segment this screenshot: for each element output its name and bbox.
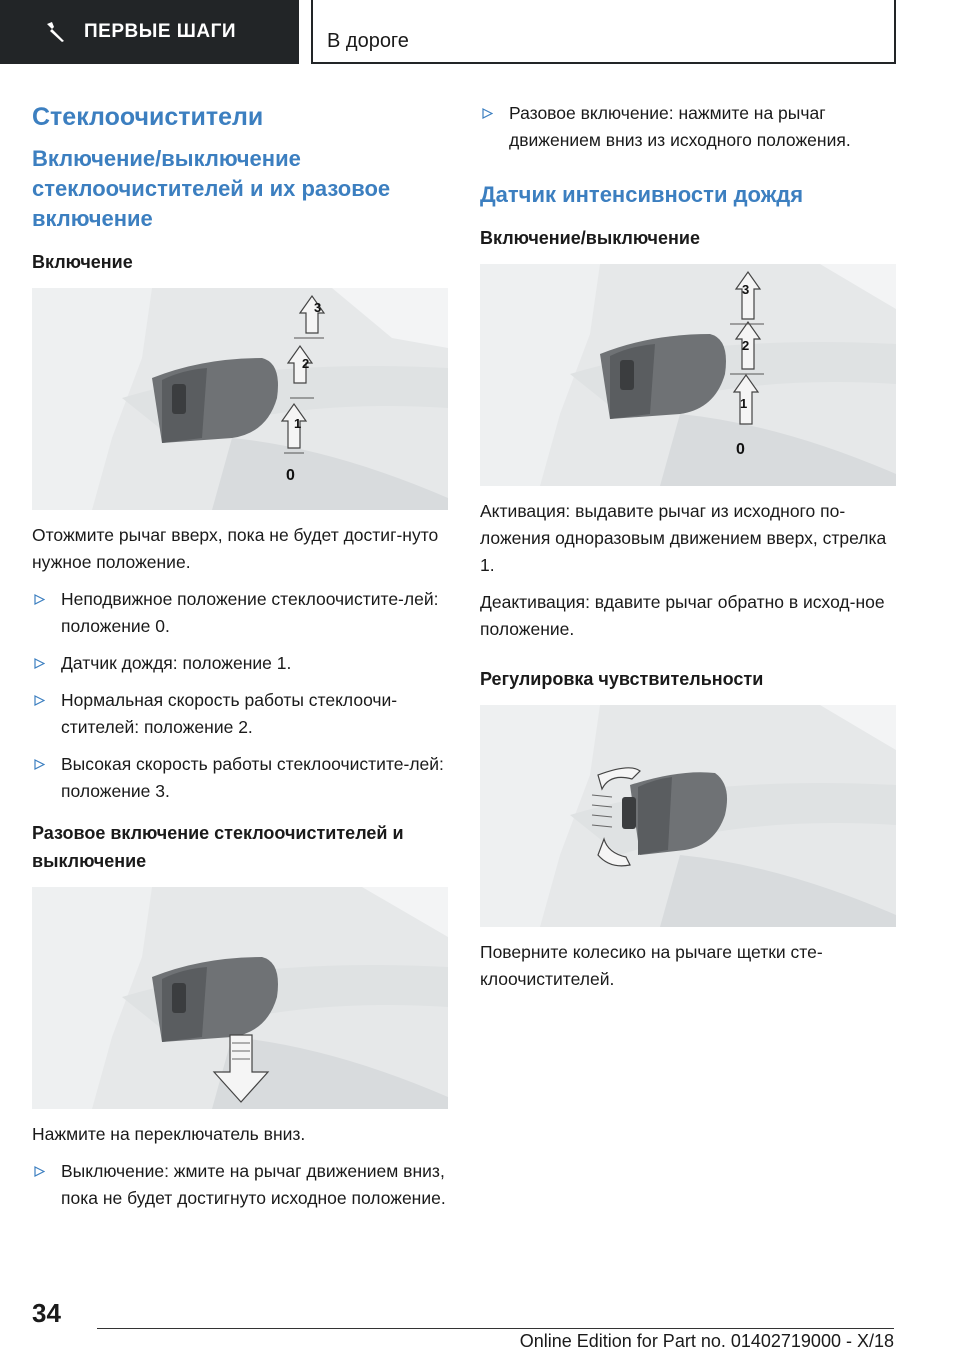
list-item: Неподвижное положение стеклоочистите-лей: положение 0. bbox=[32, 586, 448, 640]
list-item: Высокая скорость работы стеклоочистите-лей: положение 3. bbox=[32, 751, 448, 805]
footer-divider bbox=[97, 1328, 894, 1329]
figure-lever-down bbox=[32, 887, 448, 1109]
pos-label-3: 3 bbox=[742, 282, 750, 297]
pos-label-2: 2 bbox=[302, 356, 310, 371]
paragraph-deactivation: Деактивация: вдавите рычаг обратно в исход-ное положение. bbox=[480, 592, 885, 639]
wrench-icon bbox=[44, 21, 66, 43]
list-item: Датчик дождя: положение 1. bbox=[32, 650, 448, 677]
section-tab-label: ПЕРВЫЕ ШАГИ bbox=[84, 21, 237, 42]
triangle-bullet-icon bbox=[34, 695, 45, 706]
right-column bbox=[480, 100, 896, 1003]
triangle-bullet-icon bbox=[34, 759, 45, 770]
figure-rain-sensor bbox=[480, 264, 896, 486]
single-wipe-list bbox=[480, 100, 896, 154]
pos-label-3: 3 bbox=[314, 300, 322, 315]
pos-label-0: 0 bbox=[736, 441, 745, 458]
paragraph-press-down: Нажмите на переключатель вниз. bbox=[32, 1124, 306, 1144]
subheading-sensitivity: Регулировка чувствительности bbox=[480, 669, 764, 689]
figure-sensitivity-wheel bbox=[480, 705, 896, 927]
paragraph-turn-wheel: Поверните колесико на рычаге щетки сте-клоочистителей. bbox=[480, 942, 823, 989]
pos-label-1: 1 bbox=[294, 416, 302, 431]
section-tab[interactable] bbox=[0, 0, 299, 64]
triangle-bullet-icon bbox=[34, 1166, 45, 1177]
figure-lever-up bbox=[32, 288, 448, 510]
subheading-single-wipe: Разовое включение стеклоочистителей и выключение bbox=[32, 823, 404, 871]
chapter-title: В дороге bbox=[327, 30, 409, 52]
list-item: Нормальная скорость работы стеклоочи-стителей: положение 2. bbox=[32, 687, 448, 741]
footer-edition: Online Edition for Part no. 01402719000 - X/18 bbox=[519, 1331, 894, 1351]
press-down-list bbox=[32, 1158, 448, 1212]
list-item: Выключение: жмите на рычаг движением вниз, пока не будет достигнуто исходное положение. bbox=[32, 1158, 448, 1212]
subheading-onoff: Включение/выключение bbox=[480, 228, 700, 248]
left-column bbox=[32, 100, 448, 1226]
subheading-on: Включение bbox=[32, 252, 133, 272]
page-number: 34 bbox=[32, 1298, 61, 1328]
positions-list bbox=[32, 586, 448, 805]
paragraph-lever-up: Отожмите рычаг вверх, пока не будет достиг-нуто нужное положение. bbox=[32, 525, 439, 572]
section-title-wipers: Включение/выключение стеклоочистителей и их разовое включение bbox=[32, 146, 391, 231]
section-title-rain-sensor: Датчик интенсивности дождя bbox=[480, 182, 804, 207]
pos-label-2: 2 bbox=[742, 338, 750, 353]
list-item: Разовое включение: нажмите на рычаг движением вниз из исходного положения. bbox=[480, 100, 896, 154]
paragraph-activation: Активация: выдавите рычаг из исходного по-ложения одноразовым движением вверх, стрелка 1. bbox=[480, 501, 887, 575]
chapter-header bbox=[311, 0, 896, 64]
page-title: Стеклоочистители bbox=[32, 103, 264, 131]
triangle-bullet-icon bbox=[34, 594, 45, 605]
triangle-bullet-icon bbox=[34, 658, 45, 669]
pos-label-1: 1 bbox=[740, 396, 748, 411]
triangle-bullet-icon bbox=[482, 108, 493, 119]
pos-label-0: 0 bbox=[286, 467, 295, 484]
